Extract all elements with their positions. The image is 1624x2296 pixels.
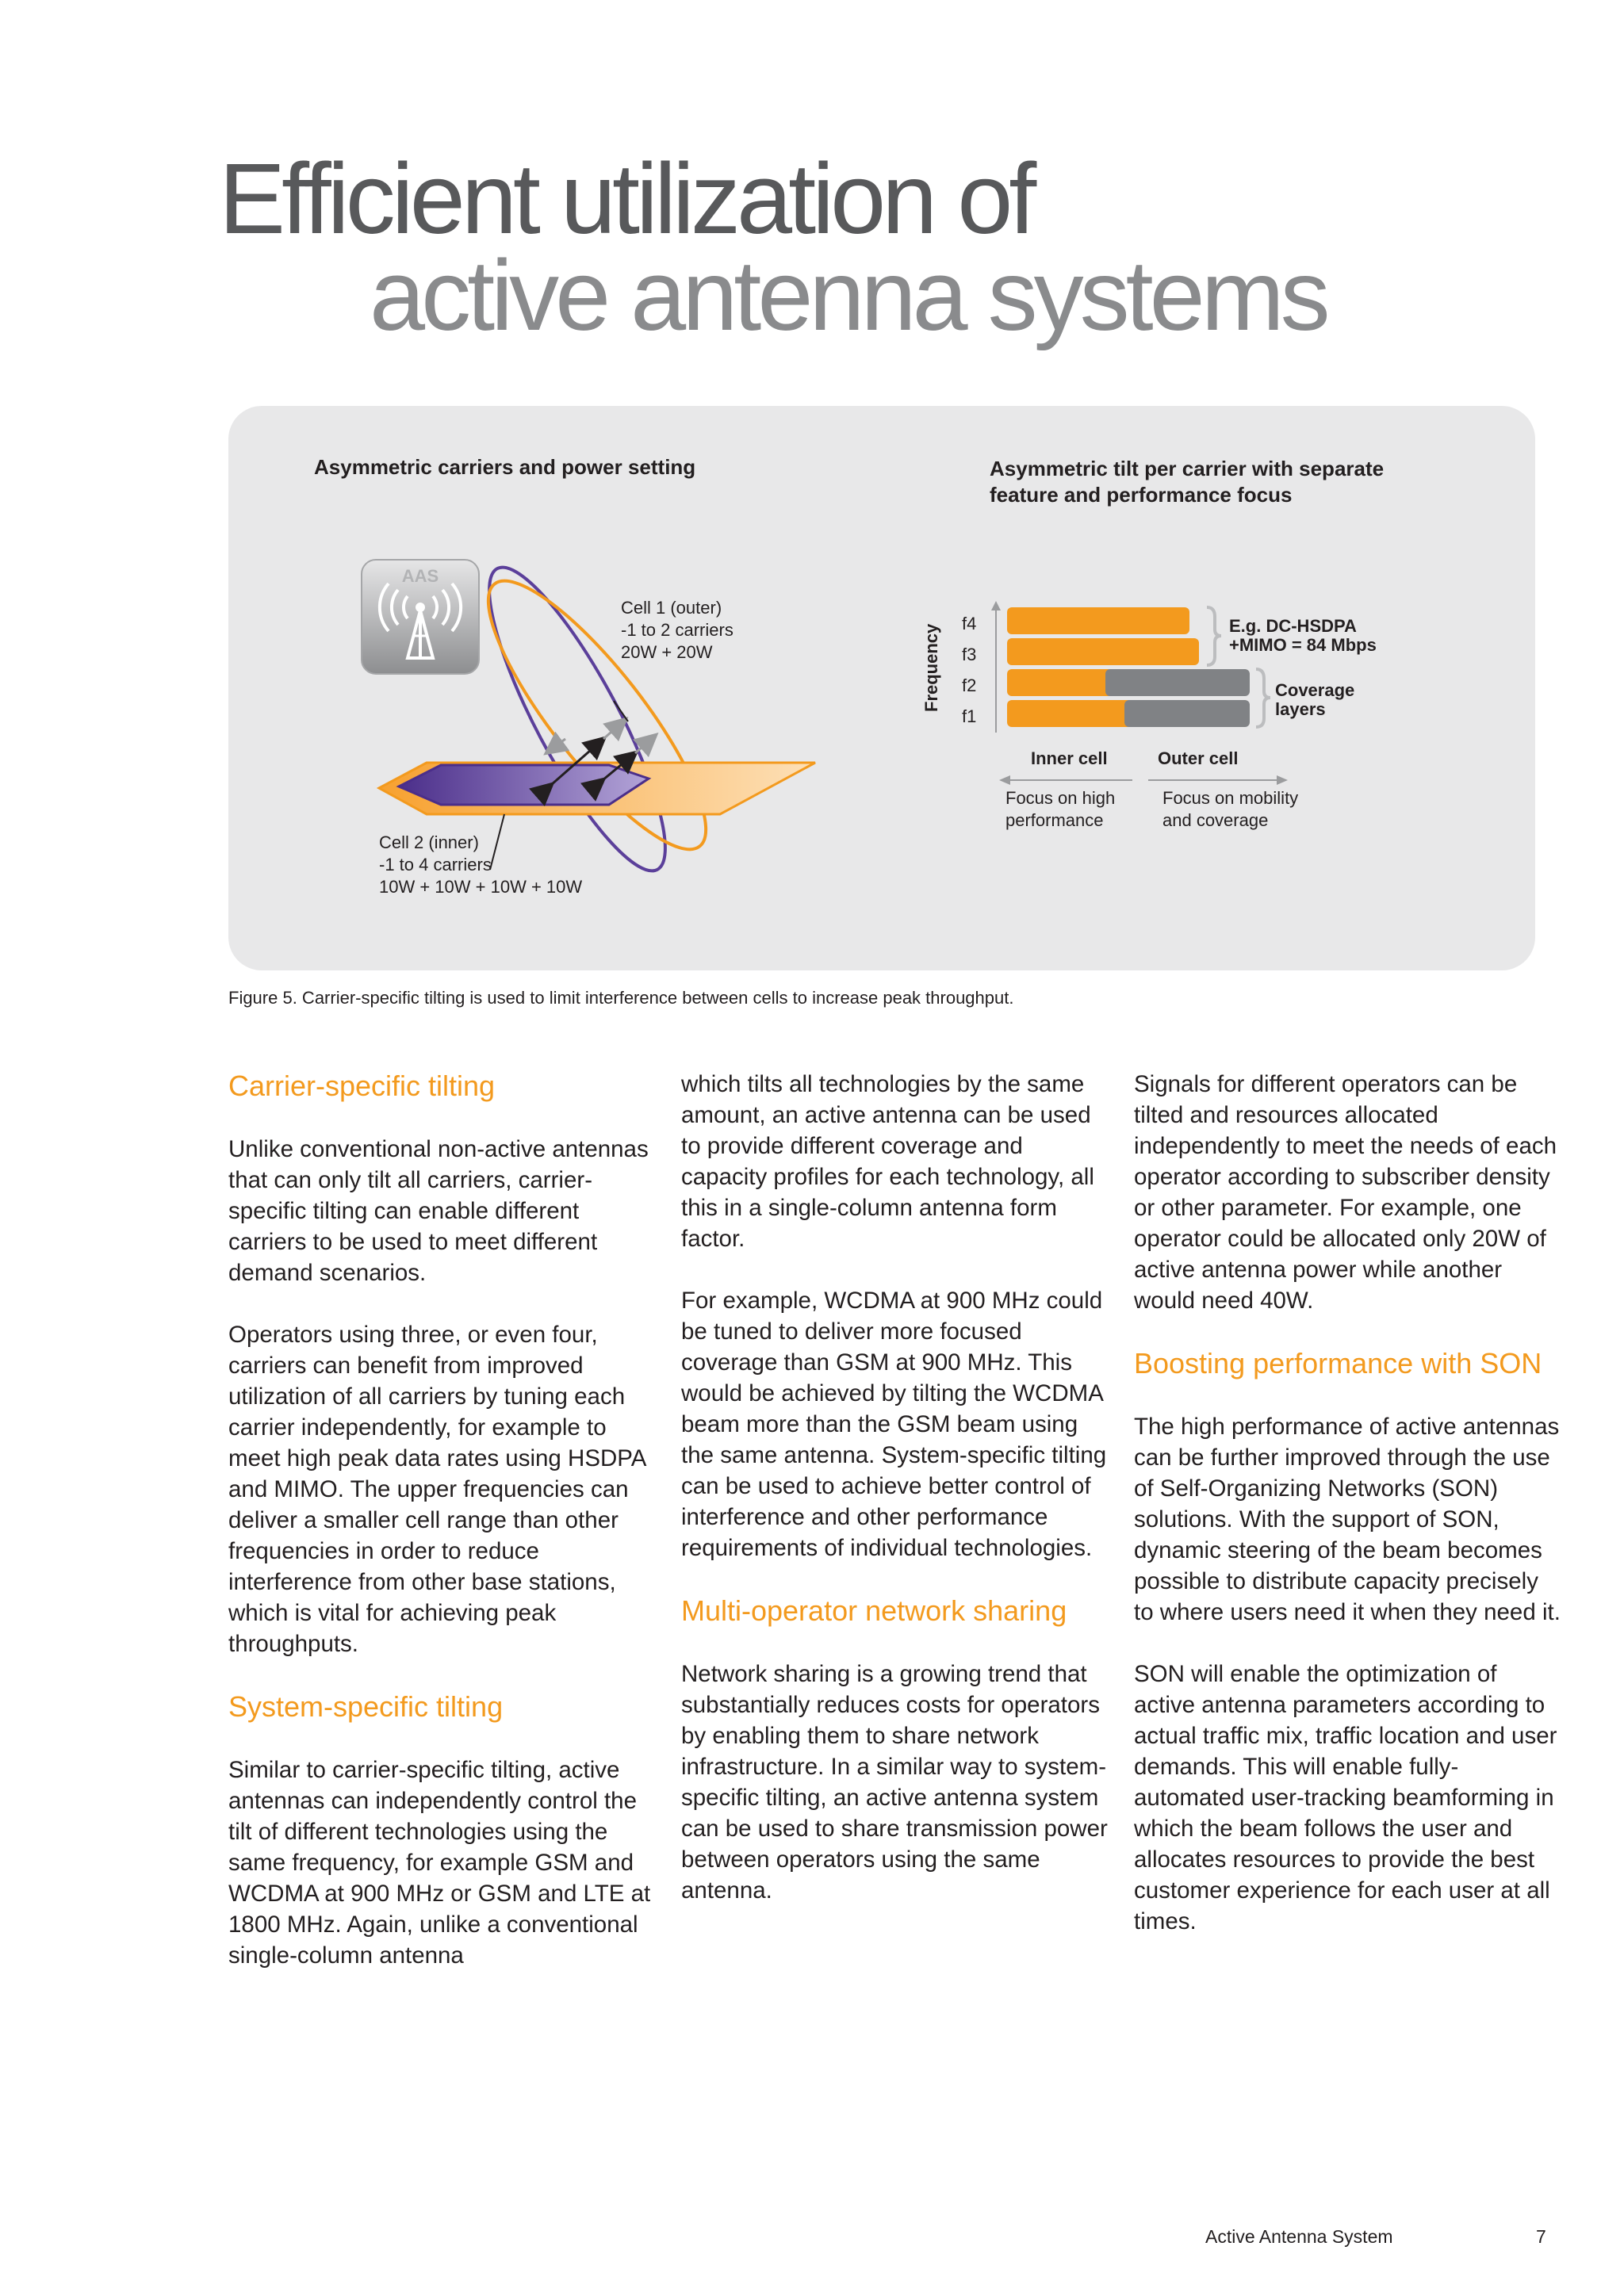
right-panel-heading-line2: feature and performance focus xyxy=(990,483,1293,507)
carrier-bar-f1-outer xyxy=(1124,700,1250,727)
annotation-dc-hsdpa: E.g. DC-HSDPA xyxy=(1229,616,1357,636)
text-column-1 xyxy=(228,1069,657,1971)
freq-label-f2: f2 xyxy=(962,675,977,695)
page-title-line1: Efficient utilization of xyxy=(219,143,1033,254)
paragraph: Operators using three, or even four, carriers can benefit from improved utilization of all carriers by tuning each carrier independently, for example to meet high peak data rates using HSDPA and MIMO. The upper frequencies can deliver a smaller cell range than other frequencies in order to reduce interference from other base stations, which is vital for achieving peak throughputs. xyxy=(228,1322,645,1657)
paragraph: Network sharing is a growing trend that substantially reduces costs for operators by enabling them to share network infrastructure. In a similar way to system-specific tilting, an active antenna system can be used to share transmission power between operators using the same antenna. xyxy=(681,1661,1108,1904)
frequency-axis-label: Frequency xyxy=(921,623,941,712)
figure-diagram xyxy=(228,406,1535,970)
paragraph: which tilts all technologies by the same amount, an active antenna can be used to provide different coverage and capacity profiles for each technology, all this in a single-column antenna form factor. xyxy=(681,1071,1094,1252)
paragraph: Similar to carrier-specific tilting, active antennas can independently control the tilt of different technologies using the same frequency, for example GSM and WCDMA at 900 MHz or GSM and LTE at 1800 MHz. Again, unlike a conventional single-column antenna xyxy=(228,1757,651,1969)
text-column-3 xyxy=(1134,1069,1562,1937)
paragraph: The high performance of active antennas can be further improved through the use of Self-Organizing Networks (SON) solutions. With the support of SON, dynamic steering of the beam becomes possible to distribute capacity precisely to where users need it when they need it. xyxy=(1134,1414,1561,1625)
brace-f4-f3 xyxy=(1207,607,1221,665)
heading-multi-operator-network-sharing: Multi-operator network sharing xyxy=(681,1594,1067,1627)
right-panel-heading-line1: Asymmetric tilt per carrier with separate xyxy=(990,457,1385,480)
page-title-line2: active antenna systems xyxy=(370,239,1327,351)
carrier-bar-f2-outer xyxy=(1105,669,1250,696)
annotation-layers: layers xyxy=(1275,699,1326,719)
cell2-carriers: -1 to 4 carriers xyxy=(379,855,492,874)
heading-boosting-performance-son: Boosting performance with SON xyxy=(1134,1347,1542,1380)
outer-cell-label: Outer cell xyxy=(1158,748,1239,768)
footer-page-number: 7 xyxy=(1536,2226,1546,2247)
cell1-power: 20W + 20W xyxy=(621,642,713,662)
paragraph: Signals for different operators can be tilted and resources allocated independently to meet the needs of each operator according to subscriber density or other parameter. For example, one operator could be allocated only 20W of active antenna power while another would need 40W. xyxy=(1134,1071,1557,1314)
cell1-name: Cell 1 (outer) xyxy=(621,598,722,618)
inner-cell-label: Inner cell xyxy=(1031,748,1108,768)
aas-label: AAS xyxy=(401,566,439,586)
freq-label-f3: f3 xyxy=(962,645,977,664)
footer-document-title: Active Antenna System xyxy=(1205,2226,1393,2247)
cell2-power: 10W + 10W + 10W + 10W xyxy=(379,877,583,897)
inner-focus-line2: performance xyxy=(1005,810,1104,830)
outer-focus-line1: Focus on mobility xyxy=(1162,788,1299,808)
figure-caption: Figure 5. Carrier-specific tilting is used to limit interference between cells to increase peak throughput. xyxy=(228,988,1014,1008)
paragraph: For example, WCDMA at 900 MHz could be tuned to deliver more focused coverage than GSM at 900 MHz. This would be achieved by tilting the WCDMA beam more than the GSM beam using the same antenna. System-specific tilting can be used to achieve better control of interference and other performance requirements of individual technologies. xyxy=(681,1288,1107,1561)
outer-focus-line2: and coverage xyxy=(1162,810,1269,830)
brace-f2-f1 xyxy=(1256,669,1270,727)
left-panel-heading: Asymmetric carriers and power setting xyxy=(314,455,696,479)
inner-focus-line1: Focus on high xyxy=(1005,788,1116,808)
cell1-carriers: -1 to 2 carriers xyxy=(621,620,733,640)
paragraph: SON will enable the optimization of active antenna parameters according to actual traffic mix, traffic location and user demands. This will enable fully-automated user-tracking beamforming in which the beam follows the user and allocates resources to provide the best customer experience for each user at all times. xyxy=(1134,1661,1557,1934)
aas-antenna-icon xyxy=(362,560,479,674)
freq-label-f4: f4 xyxy=(962,614,977,633)
annotation-mimo: +MIMO = 84 Mbps xyxy=(1229,635,1377,655)
paragraph: Unlike conventional non-active antennas that can only tilt all carriers, carrier-specific tilting can enable different carriers to be used to meet different demand scenarios. xyxy=(228,1136,649,1286)
cell2-name: Cell 2 (inner) xyxy=(379,832,479,852)
annotation-coverage: Coverage xyxy=(1275,680,1355,700)
cell2-footprint xyxy=(399,765,649,805)
heading-system-specific-tilting: System-specific tilting xyxy=(228,1690,504,1723)
carrier-bar-f3 xyxy=(1007,638,1199,665)
text-column-2 xyxy=(681,1069,1109,1906)
freq-label-f1: f1 xyxy=(962,706,977,726)
heading-carrier-specific-tilting: Carrier-specific tilting xyxy=(228,1070,496,1102)
carrier-bar-f4 xyxy=(1007,607,1189,634)
figure-panel xyxy=(228,406,1535,970)
